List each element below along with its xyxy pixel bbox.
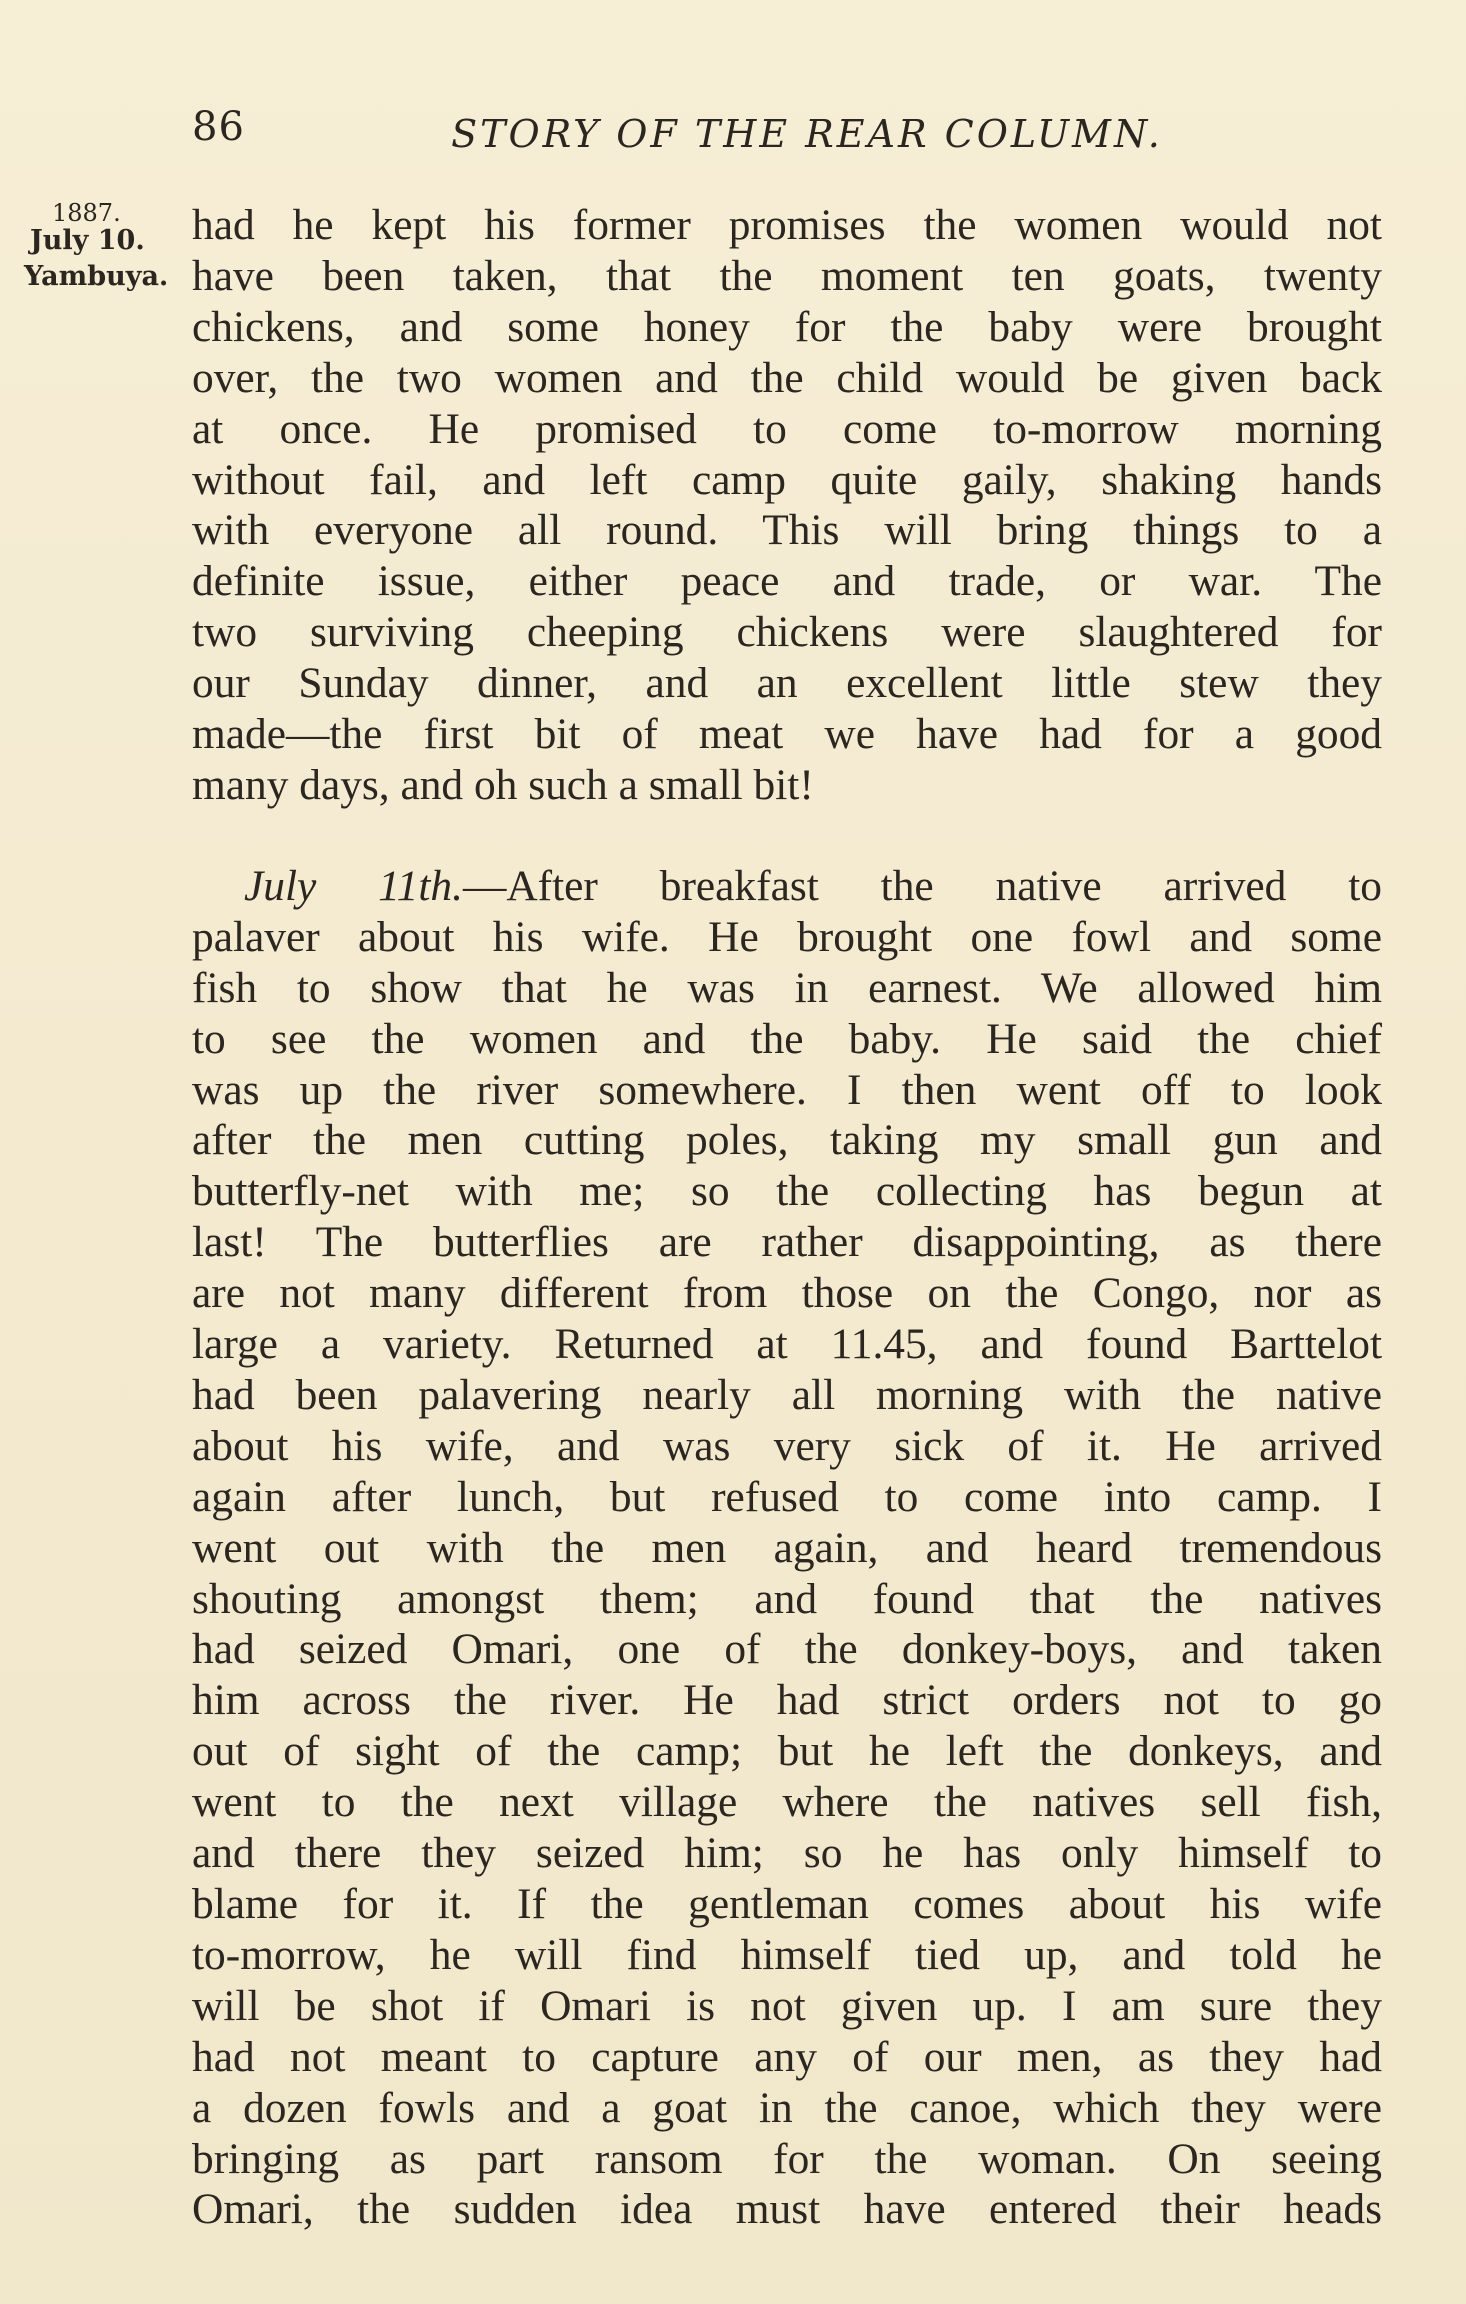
text-line: out of sight of the camp; but he left the donkeys, and — [192, 1727, 1382, 1776]
paragraph-2 — [192, 861, 1382, 2235]
text-line: went to the next village where the natives sell fish, — [192, 1778, 1382, 1827]
text-line: had been palavering nearly all morning with the native — [192, 1370, 1382, 1419]
text-line: are not many different from those on the Congo, nor as — [192, 1269, 1382, 1318]
diary-date-label: July 11th. — [244, 861, 463, 910]
text-line: to see the women and the baby. He said the chief — [192, 1014, 1382, 1063]
running-title: STORY OF THE REAR COLUMN. — [451, 112, 1163, 156]
margin-note-date: July 10. — [30, 225, 145, 257]
text-line: have been taken, that the moment ten goats, twenty — [192, 251, 1382, 300]
text-line: bringing as part ransom for the woman. On seeing — [192, 2134, 1382, 2183]
page-header — [192, 104, 1382, 164]
text-line: had he kept his former promises the women would not — [192, 201, 1382, 249]
text-line: again after lunch, but refused to come into camp. I — [192, 1472, 1382, 1521]
paragraph-2-first-line — [192, 861, 1382, 912]
text-line: to-morrow, he will find himself tied up, and told he — [192, 1930, 1382, 1979]
text-line: last! The butterflies are rather disappointing, as there — [192, 1218, 1382, 1267]
text-line: palaver about his wife. He brought one fowl and some — [192, 912, 1382, 961]
text-line: with everyone all round. This will bring things to a — [192, 506, 1382, 555]
text-line: definite issue, either peace and trade, or war. The — [192, 557, 1382, 606]
text-line: had not meant to capture any of our men, as they had — [192, 2032, 1382, 2081]
text-line: him across the river. He had strict orders not to go — [192, 1676, 1382, 1725]
text-line: shouting amongst them; and found that the natives — [192, 1574, 1382, 1623]
text-line: a dozen fowls and a goat in the canoe, which they were — [192, 2083, 1382, 2132]
first-line-text: —After breakfast the native arrived to — [462, 861, 1382, 910]
text-line: after the men cutting poles, taking my small gun and — [192, 1116, 1382, 1165]
margin-note-year: 1887. — [52, 199, 121, 227]
text-line: our Sunday dinner, and an excellent little stew they — [192, 659, 1382, 708]
text-line: blame for it. If the gentleman comes about his wife — [192, 1880, 1382, 1928]
text-line: went out with the men again, and heard tremendous — [192, 1523, 1382, 1572]
text-line: two surviving cheeping chickens were slaughtered for — [192, 608, 1382, 657]
page-number: 86 — [192, 104, 245, 150]
body-text — [192, 200, 1382, 2235]
text-line: made—the first bit of meat we have had for a good — [192, 710, 1382, 759]
text-line: over, the two women and the child would be given back — [192, 353, 1382, 402]
text-line: chickens, and some honey for the baby were brought — [192, 302, 1382, 351]
text-line: butterfly-net with me; so the collecting has begun at — [192, 1167, 1382, 1216]
margin-note-place: Yambuya. — [24, 261, 169, 293]
text-line: Omari, the sudden idea must have entered their heads — [192, 2185, 1382, 2234]
text-line: had seized Omari, one of the donkey-boys, and taken — [192, 1625, 1382, 1674]
paragraph-gap — [192, 811, 1382, 861]
text-line: and there they seized him; so he has only himself to — [192, 1829, 1382, 1878]
text-line: was up the river somewhere. I then went off to look — [192, 1065, 1382, 1114]
margin-note — [24, 200, 184, 292]
text-line: will be shot if Omari is not given up. I am sure they — [192, 1981, 1382, 2030]
text-line: many days, and oh such a small bit! — [192, 760, 814, 809]
text-line: about his wife, and was very sick of it. He arrived — [192, 1421, 1382, 1470]
text-line: large a variety. Returned at 11.45, and found Barttelot — [192, 1320, 1382, 1369]
text-line: without fail, and left camp quite gaily, shaking hands — [192, 455, 1382, 504]
paragraph-1 — [192, 200, 1382, 811]
text-line: fish to show that he was in earnest. We allowed him — [192, 963, 1382, 1012]
text-line: at once. He promised to come to-morrow morning — [192, 404, 1382, 453]
